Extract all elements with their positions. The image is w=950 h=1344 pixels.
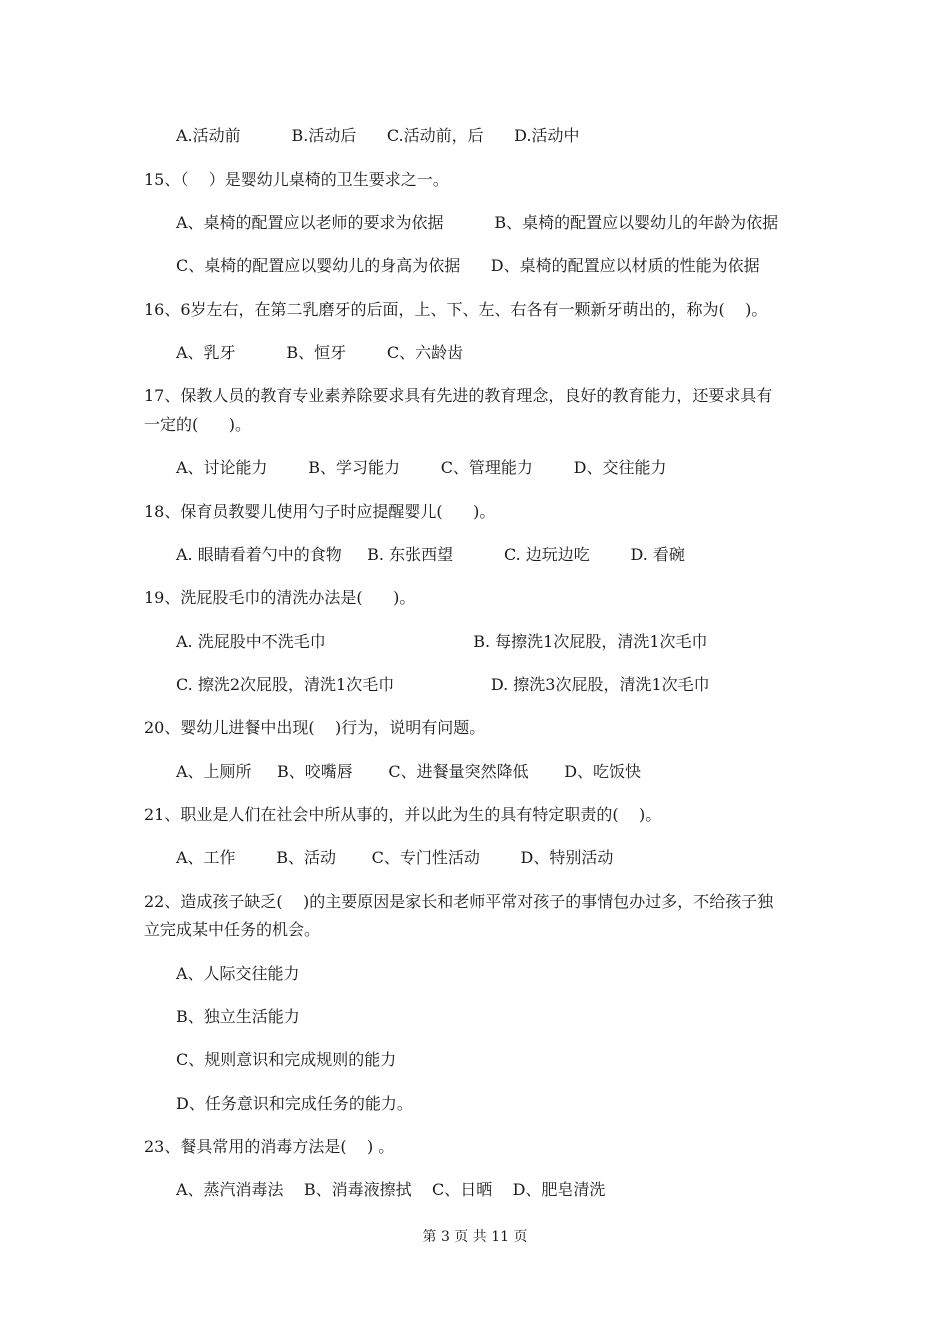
q17-options: A、讨论能力 B、学习能力 C、管理能力 D、交往能力 (176, 458, 667, 477)
q22-option-d: D、任务意识和完成任务的能力。 (176, 1094, 413, 1113)
q20-stem: 20、婴幼儿进餐中出现( )行为，说明有问题。 (144, 718, 486, 737)
q18-stem: 18、保育员教婴儿使用勺子时应提醒婴儿( )。 (144, 502, 496, 521)
q19-options-2: C. 擦洗2次屁股，清洗1次毛巾 D. 擦洗3次屁股，清洗1次毛巾 (176, 675, 710, 694)
q22-stem-2: 立完成某中任务的机会。 (144, 920, 321, 939)
q21-options: A、工作 B、活动 C、专门性活动 D、特别活动 (176, 848, 614, 867)
q22-option-b: B、独立生活能力 (176, 1007, 300, 1026)
q17-stem-1: 17、保教人员的教育专业素养除要求具有先进的教育理念，良好的教育能力，还要求具有 (144, 386, 773, 405)
q19-options-1: A. 洗屁股中不洗毛巾 B. 每擦洗1次屁股，清洗1次毛巾 (176, 632, 708, 651)
q23-options: A、蒸汽消毒法 B、消毒液擦拭 C、日晒 D、肥皂清洗 (176, 1180, 606, 1199)
q15-stem: 15、（ ）是婴幼儿桌椅的卫生要求之一。 (144, 170, 449, 189)
q15-options-1: A、桌椅的配置应以老师的要求为依据 B、桌椅的配置应以婴幼儿的年龄为依据 (176, 213, 779, 232)
page-number-footer: 第 3 页 共 11 页 (422, 1229, 528, 1245)
q18-options: A. 眼睛看着勺中的食物 B. 东张西望 C. 边玩边吃 D. 看碗 (176, 545, 685, 564)
q22-stem-1: 22、造成孩子缺乏( )的主要原因是家长和老师平常对孩子的事情包办过多，不给孩子独 (144, 892, 774, 911)
q14-options: A.活动前 B.活动后 C.活动前，后 D.活动中 (176, 126, 580, 145)
q22-option-c: C、规则意识和完成规则的能力 (176, 1050, 397, 1069)
q15-options-2: C、桌椅的配置应以婴幼儿的身高为依据 D、桌椅的配置应以材质的性能为依据 (176, 256, 760, 275)
q21-stem: 21、职业是人们在社会中所从事的，并以此为生的具有特定职责的( )。 (144, 805, 662, 824)
q17-stem-2: 一定的( )。 (144, 415, 252, 434)
q16-stem: 16、6岁左右，在第二乳磨牙的后面，上、下、左、右各有一颗新牙萌出的，称为( )。 (144, 300, 768, 319)
q23-stem: 23、餐具常用的消毒方法是( ) 。 (144, 1137, 395, 1156)
q22-option-a: A、人际交往能力 (176, 964, 300, 983)
q19-stem: 19、洗屁股毛巾的清洗办法是( )。 (144, 588, 416, 607)
q16-options: A、乳牙 B、恒牙 C、六龄齿 (176, 343, 464, 362)
q20-options: A、上厕所 B、咬嘴唇 C、进餐量突然降低 D、吃饭快 (176, 762, 642, 781)
